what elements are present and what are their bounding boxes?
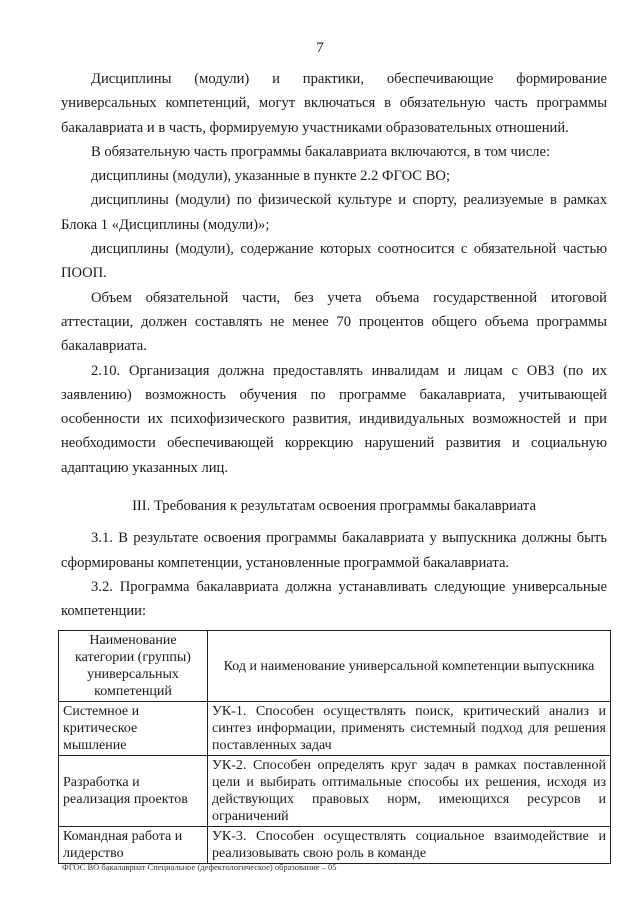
table-cell-competence: УК-3. Способен осуществлять социальное взаимодействие и реализовывать свою роль в команде — [208, 827, 611, 864]
table-row — [59, 756, 611, 827]
table-header-row — [59, 631, 611, 702]
page-number: 7 — [316, 40, 324, 56]
table-row — [59, 702, 611, 756]
paragraph: 2.10. Организация должна предоставлять инвалидам и лицам с ОВЗ (по их заявлению) возможность обучения по программе бакалавриата, учитывающей особенности их психофизического развития, индивидуальных возможностей и при необходимости обеспечивающей коррекцию нарушений развития и социальную адаптацию указанных лиц. — [61, 362, 607, 476]
table-cell-competence: УК-1. Способен осуществлять поиск, критический анализ и синтез информации, применять системный подход для решения поставленных задач — [208, 702, 611, 756]
paragraph: 3.2. Программа бакалавриата должна устанавливать следующие универсальные компетенции: — [61, 578, 607, 620]
table-cell-competence: УК-2. Способен определять круг задач в рамках поставленной цели и выбирать оптимальные способы их решения, исходя из действующих правовых норм, имеющихся ресурсов и ограничений — [208, 756, 611, 827]
paragraph: дисциплины (модули) по физической культуре и спорту, реализуемые в рамках Блока 1 «Дисциплины (модули)»; — [61, 192, 607, 233]
paragraph: Объем обязательной части, без учета объема государственной итоговой аттестации, должен составлять не менее 70 процентов общего объема программы бакалавриата. — [61, 289, 607, 355]
paragraph: В обязательную часть программы бакалавриата включаются, в том числе: — [91, 143, 550, 160]
table-header-category: Наименование категории (группы) универсальных компетенций — [59, 631, 208, 702]
paragraph: Дисциплины (модули) и практики, обеспечивающие формирование универсальных компетенций, могут включаться в обязательную часть программы бакалавриата и в часть, формируемую участниками образовательных отношений. — [61, 71, 607, 136]
table-header-competence: Код и наименование универсальной компетенции выпускника — [208, 631, 611, 702]
document-body — [61, 67, 607, 624]
table-cell-category: Командная работа и лидерство — [59, 827, 208, 864]
table-cell-category: Системное и критическое мышление — [59, 702, 208, 756]
table-row — [59, 827, 611, 864]
paragraph: дисциплины (модули), содержание которых соотносится с обязательной частью ПООП. — [61, 241, 607, 282]
section-heading: III. Требования к результатам освоения программы бакалавриата — [132, 498, 536, 515]
table-cell-category: Разработка и реализация проектов — [59, 756, 208, 827]
paragraph: 3.1. В результате освоения программы бакалавриата у выпускника должны быть сформированы компетенции, установленные программой бакалавриата. — [61, 530, 607, 571]
page-footer: ФГОС ВО бакалавриат Специальное (дефектологическое) образование – 05 — [62, 862, 337, 872]
paragraph: дисциплины (модули), указанные в пункте 2.2 ФГОС ВО; — [91, 168, 451, 185]
competencies-table — [58, 630, 611, 864]
